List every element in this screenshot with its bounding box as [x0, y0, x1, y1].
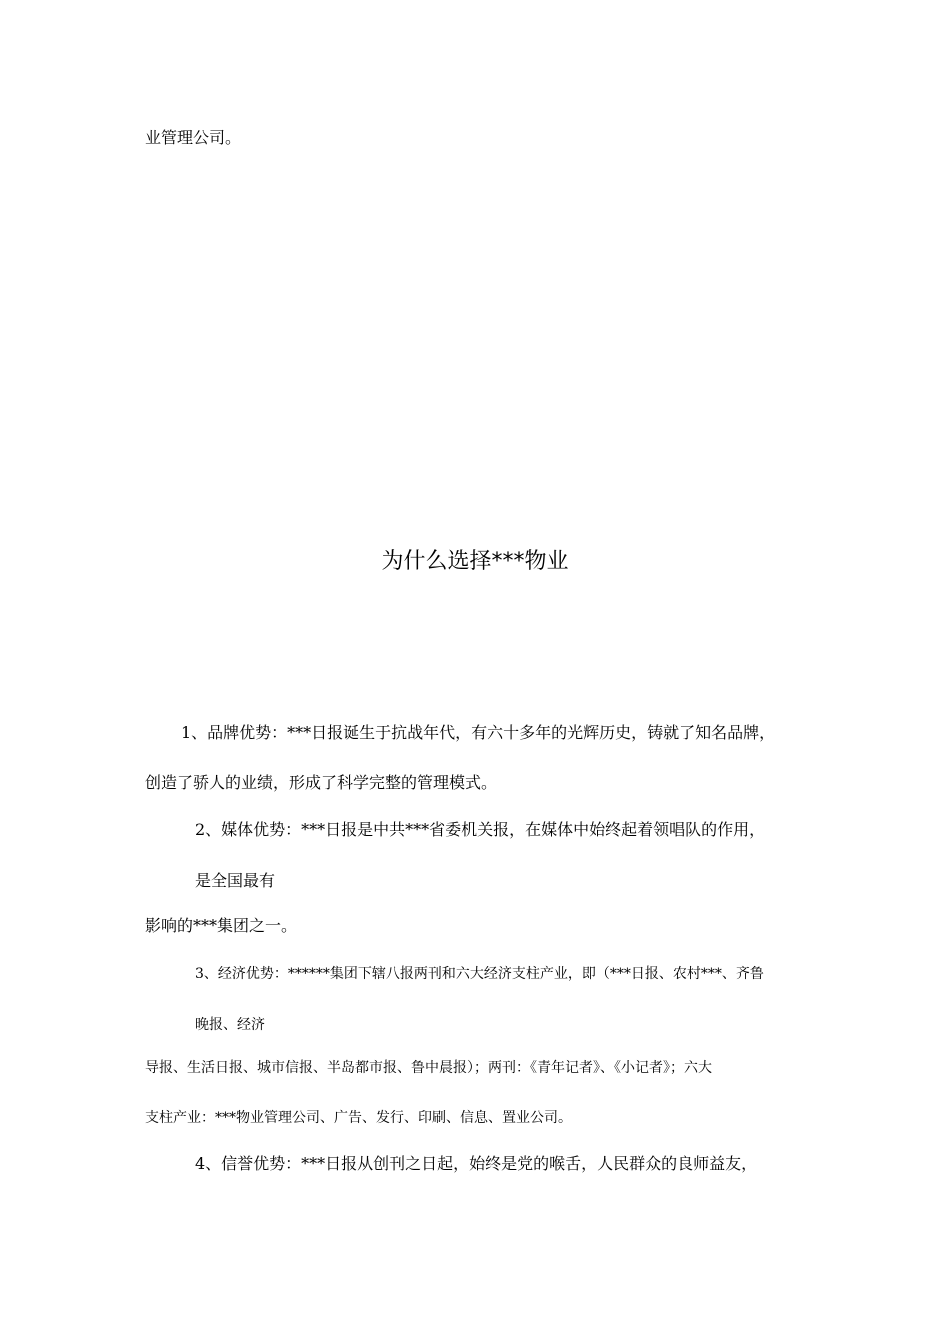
paragraph-line: 支柱产业：***物业管理公司、广告、发行、印刷、信息、置业公司。: [145, 1110, 572, 1126]
paragraph-line: 是全国最有: [195, 871, 276, 890]
paragraph-line: 创造了骄人的业绩，形成了科学完整的管理模式。: [145, 773, 498, 792]
paragraph-line: 2、媒体优势：***日报是中共***省委机关报，在媒体中始终起着领唱队的作用，: [195, 820, 766, 839]
paragraph-line: 1、品牌优势：***日报诞生于抗战年代，有六十多年的光辉历史，铸就了知名品牌，: [181, 723, 776, 742]
paragraph-line: 4、信誉优势：***日报从创刊之日起，始终是党的喉舌，人民群众的良师益友，: [195, 1154, 758, 1173]
paragraph-line: 3、经济优势：******集团下辖八报两刊和六大经济支柱产业，即（***日报、农村***、齐鲁: [195, 966, 764, 982]
section-title: 为什么选择***物业: [381, 549, 569, 574]
paragraph-line: 晚报、经济: [195, 1017, 265, 1033]
continuation-text: 业管理公司。: [145, 128, 242, 147]
paragraph-line: 影响的***集团之一。: [145, 916, 298, 935]
paragraph-line: 导报、生活日报、城市信报、半岛都市报、鲁中晨报）；两刊：《青年记者》、《小记者》；六大: [145, 1060, 712, 1076]
